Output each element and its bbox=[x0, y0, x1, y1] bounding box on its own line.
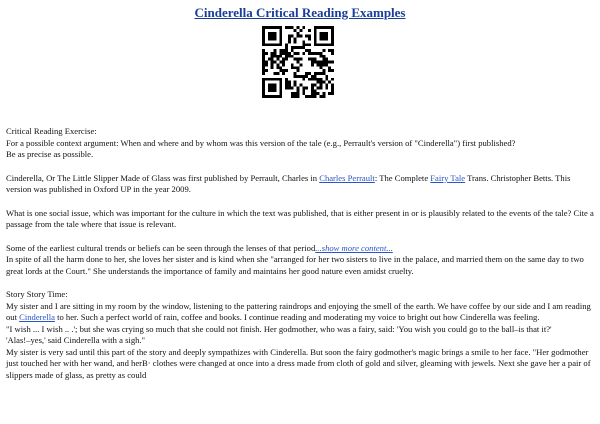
story-p1-start: My sister and I are sitting in my room by the window, listening to the pattering raindrops and enjoying the smell of the earth. We have coffee by our side and I am reading out bbox=[6, 300, 591, 322]
exercise-question: For a possible context argument: When and where and by whom was this version of the tale (e.g., Perrault's version of "Cinderella") first published? bbox=[6, 137, 516, 148]
story-quote-1: "I wish ... I wish .. .'; but she was crying so much that she could not finish. Her godmother, who was a fairy, said: 'You wish you could go to the ball–is that it?' bbox=[6, 323, 552, 334]
story-quote-2: 'Alas!–yes,' said Cinderella with a sigh." bbox=[6, 335, 146, 345]
cinderella-link[interactable]: Cinderella bbox=[19, 312, 55, 322]
show-more-link[interactable]: ...show more content... bbox=[315, 242, 393, 253]
story-p1-end: to her. Such a perfect world of rain, coffee and books. I continue reading and moderating my voice to bright out how Cinderella was feeling. bbox=[54, 312, 540, 322]
cultural-trends-paragraph bbox=[6, 243, 594, 255]
page-title bbox=[0, 5, 600, 21]
publication-text-end: Trans. Christopher Betts. This version was published in Oxford UP in the year 2009. bbox=[6, 172, 571, 194]
publication-text-middle: : The Complete bbox=[374, 172, 431, 183]
publication-paragraph bbox=[6, 173, 594, 196]
social-issue-question: What is one social issue, which was important for the culture in which the text was published, that is either present in or is plausibly related to the events of the tale? Cite a passage from the tale where that issue is relevant. bbox=[6, 207, 594, 229]
story-time-heading: Story Story Time: bbox=[6, 289, 68, 299]
charles-perrault-link[interactable]: Charles Perrault bbox=[319, 172, 375, 183]
qr-code-icon bbox=[262, 26, 334, 98]
fairy-tale-link[interactable]: Fairy Tale bbox=[430, 172, 466, 183]
exercise-heading: Critical Reading Exercise: bbox=[6, 126, 97, 136]
page-title-link[interactable]: Cinderella Critical Reading Examples bbox=[194, 5, 406, 20]
story-paragraph-2: My sister is very sad until this part of the story and deeply sympathizes with Cinderella. But soon the fairy godmother's magic brings a smile to her face. "Her godmother just touched her with her wand, and herB· clothes were changed at once into a dress made from cloth of gold and silver, gleaming with jewels. Next she gave her a pair of slippers made of glass, as pretty as could bbox=[6, 346, 591, 380]
story-paragraph-1 bbox=[6, 301, 594, 324]
article-body bbox=[6, 126, 594, 381]
kindness-paragraph: In spite of all the harm done to her, she loves her sister and is kind when she "arranged for her two sisters to live in the palace, and married them on the same day to two great lords at the Court." She understands the importance of family and maintains her good nature even amidst cruelty. bbox=[6, 254, 584, 276]
publication-text-start: Cinderella, Or The Little Slipper Made of Glass was first published by Perrault, Charles in bbox=[6, 172, 320, 183]
exercise-instruction: Be as precise as possible. bbox=[6, 149, 94, 159]
cultural-trends-text: Some of the earliest cultural trends or beliefs can be seen through the lenses of that period bbox=[6, 242, 316, 253]
